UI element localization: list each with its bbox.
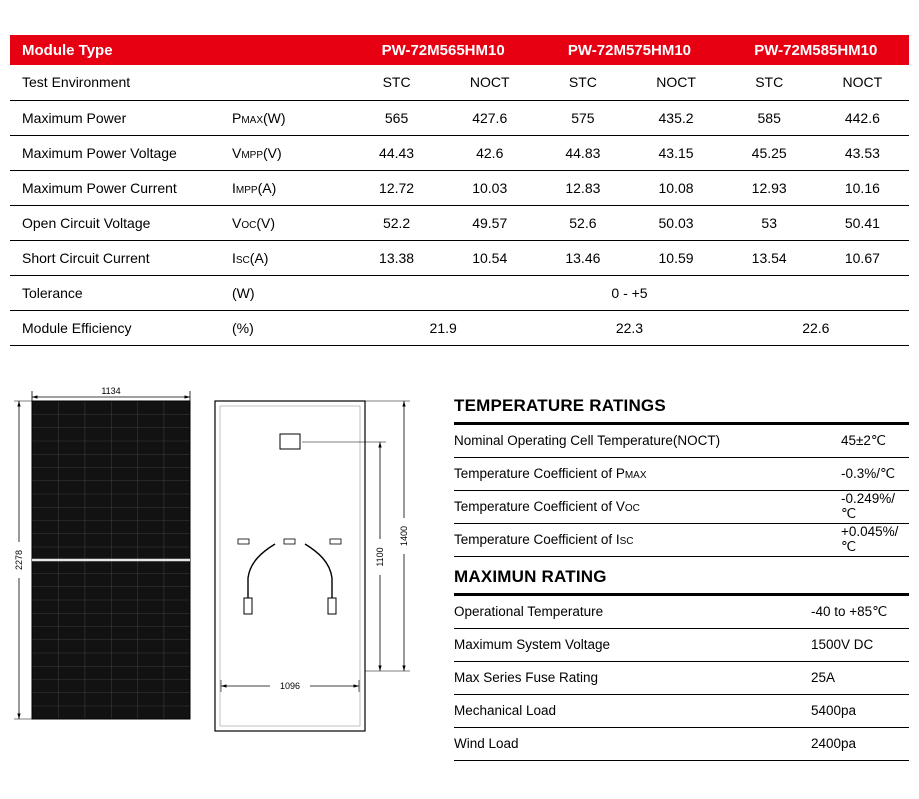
rating-row: [454, 596, 909, 629]
rating-row: [454, 491, 909, 524]
rating-label: Operational Temperature: [454, 604, 604, 619]
spec-value: 13.46: [536, 240, 629, 275]
spec-value: 10.08: [629, 170, 722, 205]
spec-value: 45.25: [723, 135, 816, 170]
rating-value: 1500V DC: [811, 637, 874, 652]
spec-value: 22.3: [536, 310, 722, 345]
rating-label: Wind Load: [454, 736, 519, 751]
cable-outer-dimension: 1400: [399, 525, 409, 546]
spec-value: 43.53: [816, 135, 909, 170]
row-symbol: [232, 100, 350, 135]
rating-row: [454, 524, 909, 557]
spec-row-short-circuit-current: [10, 240, 909, 275]
spec-value: 12.72: [350, 170, 443, 205]
rating-value: -0.249%/℃: [841, 491, 896, 521]
spec-value: 53: [723, 205, 816, 240]
env-col-header: STC: [350, 65, 443, 100]
temperature-ratings-title: TEMPERATURE RATINGS: [454, 396, 909, 425]
symbol-base: P: [232, 109, 242, 126]
temperature-ratings-table: [454, 425, 909, 557]
spec-value: 0 - +5: [350, 275, 909, 310]
rating-label: Max Series Fuse Rating: [454, 670, 599, 685]
rating-label: Maximum System Voltage: [454, 637, 611, 652]
spec-value: 575: [536, 100, 629, 135]
symbol-unit: (A): [257, 179, 277, 196]
spec-value: 10.67: [816, 240, 909, 275]
row-label: Tolerance: [10, 275, 232, 310]
maximum-rating-table: [454, 596, 909, 761]
front-width-dimension: 1134: [101, 385, 121, 396]
rating-value: 45±2℃: [841, 432, 887, 448]
rating-row: [454, 458, 909, 491]
spec-table-header-row: [10, 35, 909, 65]
rating-row: [454, 695, 909, 728]
module-spec-table: [10, 35, 909, 346]
rating-label: Temperature Coefficient of VOC: [454, 499, 640, 514]
spec-value: 12.83: [536, 170, 629, 205]
spec-value: 565: [350, 100, 443, 135]
spec-value: 435.2: [629, 100, 722, 135]
spec-row-max-power-current: [10, 170, 909, 205]
back-width-dimension: 1096: [279, 680, 301, 691]
symbol-sub: MPP: [235, 184, 258, 196]
spec-value: 427.6: [443, 100, 536, 135]
spec-row-tolerance: [10, 275, 909, 310]
spec-value: 42.6: [443, 135, 536, 170]
spec-value: 585: [723, 100, 816, 135]
module-dimension-drawings: [10, 386, 454, 754]
spec-row-module-efficiency: [10, 310, 909, 345]
rating-value: -40 to +85℃: [811, 603, 888, 619]
spec-value: 43.15: [629, 135, 722, 170]
row-label: Test Environment: [10, 65, 232, 100]
row-symbol: [232, 170, 350, 205]
symbol-base: V: [232, 214, 242, 231]
test-environment-row: [10, 65, 909, 100]
rating-row: [454, 728, 909, 761]
symbol-unit: (V): [263, 144, 282, 161]
connector-left: [244, 598, 252, 614]
row-label: Open Circuit Voltage: [10, 205, 232, 240]
rating-row: [454, 662, 909, 695]
rating-value: -0.3%/℃: [841, 465, 896, 481]
env-col-header: STC: [723, 65, 816, 100]
symbol-unit: (V): [256, 214, 276, 231]
spec-value: 10.03: [443, 170, 536, 205]
spec-row-maximum-power: [10, 100, 909, 135]
env-col-header: STC: [536, 65, 629, 100]
spec-value: 50.03: [629, 205, 722, 240]
env-col-header: NOCT: [443, 65, 536, 100]
back-view-drawing: [215, 401, 365, 731]
symbol-sub: OC: [241, 219, 257, 231]
env-col-header: NOCT: [816, 65, 909, 100]
symbol-unit: (W): [263, 109, 286, 126]
symbol-sub: MPP: [241, 149, 264, 161]
spec-value: 13.38: [350, 240, 443, 275]
rating-label: Temperature Coefficient of ISC: [454, 532, 634, 547]
spec-value: 52.2: [350, 205, 443, 240]
dimension-drawings: [10, 386, 454, 761]
rating-value: +0.045%/℃: [841, 524, 899, 554]
spec-value: 44.83: [536, 135, 629, 170]
rating-value: 2400pa: [811, 736, 857, 751]
ratings-column: [454, 386, 909, 761]
env-col-header: NOCT: [629, 65, 722, 100]
model-name-1: PW-72M565HM10: [350, 35, 536, 65]
spec-value: 44.43: [350, 135, 443, 170]
spec-value: 49.57: [443, 205, 536, 240]
rating-row: [454, 425, 909, 458]
symbol-unit: (A): [249, 249, 269, 266]
rating-label: Nominal Operating Cell Temperature(NOCT): [454, 433, 721, 448]
bottom-section: [10, 386, 909, 761]
junction-box: [280, 434, 300, 449]
symbol-base: V: [232, 144, 242, 161]
row-label: Maximum Power Voltage: [10, 135, 232, 170]
rating-label: Mechanical Load: [454, 703, 557, 718]
spec-value: 21.9: [350, 310, 536, 345]
row-symbol: [232, 135, 350, 170]
row-label: Maximum Power: [10, 100, 232, 135]
model-name-2: PW-72M575HM10: [536, 35, 722, 65]
spec-value: 10.59: [629, 240, 722, 275]
spec-value: 442.6: [816, 100, 909, 135]
spec-value: 13.54: [723, 240, 816, 275]
row-symbol: (W): [232, 275, 350, 310]
spec-value: 52.6: [536, 205, 629, 240]
rating-value: 5400pa: [811, 703, 857, 718]
front-height-dimension: 2278: [14, 549, 24, 570]
rating-value: 25A: [811, 670, 836, 685]
connector-right: [328, 598, 336, 614]
spec-value: 10.54: [443, 240, 536, 275]
spec-value: 50.41: [816, 205, 909, 240]
row-symbol: (%): [232, 310, 350, 345]
symbol-sub: SC: [235, 254, 250, 266]
spec-row-open-circuit-voltage: [10, 205, 909, 240]
row-label: Short Circuit Current: [10, 240, 232, 275]
module-type-title: Module Type: [10, 35, 350, 65]
cable-inner-dimension: 1100: [375, 546, 385, 567]
rating-label: Temperature Coefficient of PMAX: [454, 466, 647, 481]
spec-row-max-power-voltage: [10, 135, 909, 170]
row-symbol: [232, 65, 350, 100]
model-name-3: PW-72M585HM10: [723, 35, 909, 65]
row-symbol: [232, 240, 350, 275]
maximum-rating-title: MAXIMUN RATING: [454, 567, 909, 596]
front-view-drawing: [13, 386, 190, 719]
symbol-sub: MAX: [241, 114, 264, 126]
symbol-base: I: [232, 179, 236, 196]
rating-row: [454, 629, 909, 662]
spec-value: 10.16: [816, 170, 909, 205]
row-symbol: [232, 205, 350, 240]
row-label: Module Efficiency: [10, 310, 232, 345]
spec-value: 22.6: [723, 310, 909, 345]
row-label: Maximum Power Current: [10, 170, 232, 205]
spec-value: 12.93: [723, 170, 816, 205]
symbol-base: I: [232, 249, 236, 266]
